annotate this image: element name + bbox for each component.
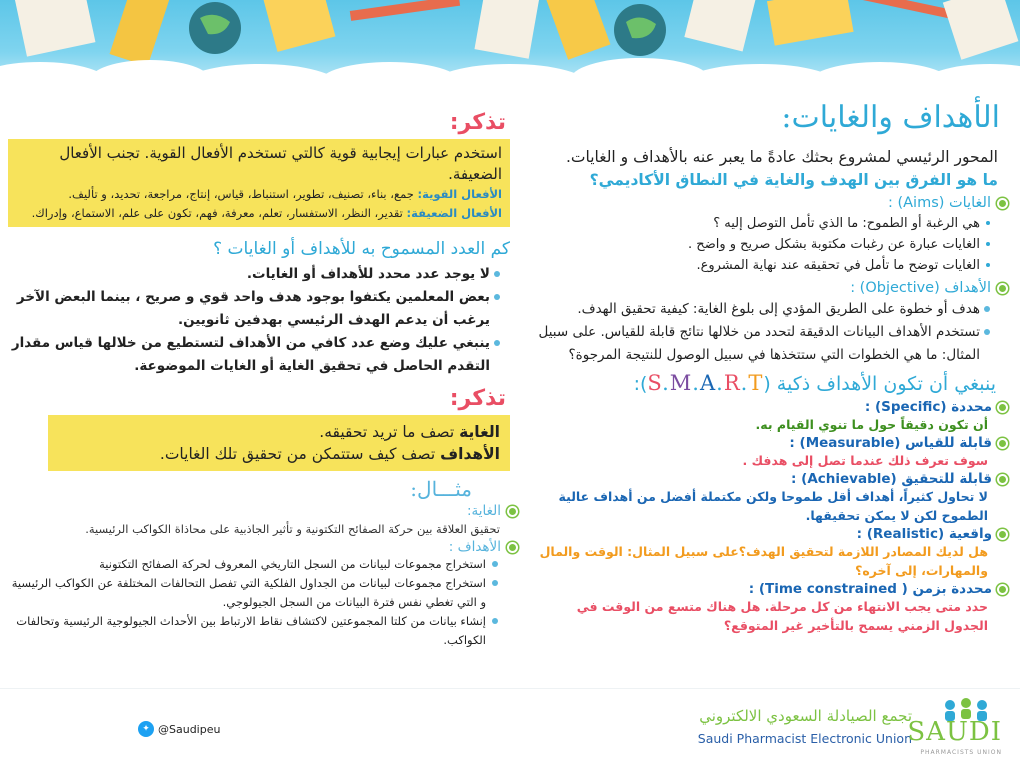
example-aim-heading <box>8 503 518 519</box>
count-list <box>8 263 500 378</box>
strong-verbs-label: الأفعال القوية: <box>417 187 502 201</box>
aim-definition <box>58 421 500 443</box>
smart-letter: R <box>723 371 741 395</box>
smart-title-suffix: ): <box>633 373 648 395</box>
strong-verbs-box <box>8 139 510 227</box>
footer <box>0 688 1020 765</box>
count-question: كم العدد المسموح به للأهداف أو الغايات ؟ <box>213 239 510 259</box>
org-name-arabic: تجمع الصيادلة السعودي الالكتروني <box>699 707 912 725</box>
aim-word: الغاية <box>459 423 500 441</box>
smart-letter: M <box>669 371 693 395</box>
example-aim-heading-text: الغاية: <box>466 503 501 519</box>
smart-letter: S <box>647 371 663 395</box>
smart-item-text: هل لديك المصادر اللازمة لتحقيق الهدف؟على سبيل المثال: الوقت والمال والمهارات، إلى آخره؟ <box>539 544 988 578</box>
weak-verbs-label: الأفعال الضعيفة: <box>406 206 502 220</box>
example-objectives-heading <box>8 539 518 555</box>
smart-item-text: لا تحاول كثيراً، أهداف أقل طموحا ولكن مكتملة أفضل من أهداف عالية الطموح لكن لا يمكن تحقيقها. <box>558 489 988 523</box>
aims-list <box>532 213 990 276</box>
smart-letter: . <box>662 371 670 395</box>
weak-verbs-line <box>16 204 502 223</box>
green-bullet-icon <box>997 198 1008 209</box>
objectives-heading-text: الأهداف (Objective) : <box>850 280 991 296</box>
green-bullet-icon <box>997 402 1008 413</box>
twitter-icon: ✦ <box>138 721 154 737</box>
smart-item-measurable <box>532 435 1008 470</box>
list-item: هي الرغبة أو الطموح: ما الذي تأمل التوصل إليه ؟ <box>532 213 990 234</box>
list-item: بعض المعلمين يكتفوا بوجود هدف واحد قوي و صريح ، بينما البعض الآخر يرغب أن يدعم الهدف الرئيسي بهدفين ثانويين. <box>8 286 500 332</box>
aims-heading-text: الغايات (Aims) : <box>887 195 991 211</box>
smart-item-head: محددة (Specific) : <box>864 399 992 415</box>
header-banner <box>0 0 1020 86</box>
smart-letter: . <box>740 371 749 395</box>
page-title: الأهداف والغايات: <box>781 100 1000 135</box>
list-item: هدف أو خطوة على الطريق المؤدي إلى بلوغ الغاية: كيفية تحقيق الهدف. <box>532 298 990 321</box>
aims-heading <box>532 195 1008 211</box>
objective-definition <box>58 443 500 465</box>
remember-label: تذكر: <box>449 110 506 135</box>
green-bullet-icon <box>997 438 1008 449</box>
green-bullet-icon <box>997 529 1008 540</box>
smart-acronym <box>647 371 763 395</box>
intro-text: المحور الرئيسي لمشروع بحثك عادةً ما يعبر عنه بالأهداف و الغايات. <box>565 148 998 166</box>
example-objectives-list <box>8 555 500 650</box>
twitter-handle-text: @Saudipeu <box>158 722 221 736</box>
banner-illustration <box>0 0 1020 86</box>
green-bullet-icon <box>997 584 1008 595</box>
smart-title-prefix: ينبغي أن تكون الأهداف ذكية ( <box>763 373 996 395</box>
objective-word: الأهداف <box>440 445 500 463</box>
smart-item-realistic <box>532 526 1008 580</box>
example-aim-text: تحقيق العلاقة بين حركة الصفائح التكتونية و تأثير الجاذبية على محاذاة الكواكب الرئيسية. <box>85 522 500 536</box>
logo-word: SAUDI <box>907 717 1002 747</box>
weak-verbs-text: تقدير، النظر، الاستفسار، تعلم، معرفة، فهم، تكون على علم، الاستماع، وإدراك. <box>31 206 407 220</box>
twitter-handle[interactable] <box>138 721 220 737</box>
smart-item-head: محددة بزمن ( Time constrained) : <box>748 581 992 597</box>
list-item: استخراج مجموعات لبيانات من السجل التاريخي المعروف لحركة الصفائح التكتونية <box>8 555 500 574</box>
smart-item-specific <box>532 399 1008 434</box>
smart-item-text: سوف تعرف ذلك عندما تصل إلى هدفك . <box>742 453 988 468</box>
green-bullet-icon <box>507 506 518 517</box>
smart-letter: A <box>699 371 717 395</box>
green-bullet-icon <box>997 283 1008 294</box>
smart-letter: . <box>692 371 700 395</box>
smart-letter: T <box>748 371 764 395</box>
strong-verbs-text: جمع، بناء، تصنيف، تطوير، استنباط، قياس، إنتاج، مراجعة، تحديد، و تأليف. <box>68 187 418 201</box>
objectives-list <box>532 298 990 367</box>
aim-vs-objective-box <box>48 415 510 471</box>
smart-item-head: قابلة للقياس (Measurable) : <box>789 435 992 451</box>
green-bullet-icon <box>997 474 1008 485</box>
smart-item-text: حدد متى يجب الانتهاء من كل مرحلة. هل هناك متسع من الوقت في الجدول الزمني يسمح بالتأخير غير المتوقع؟ <box>576 599 988 633</box>
right-column <box>532 96 1008 676</box>
list-item: إنشاء بيانات من كلتا المجموعتين لاكتشاف نقاط الارتباط بين الأحداث الجيولوجية الرئيسية وتحالفات الكواكب. <box>8 612 500 650</box>
objectives-heading <box>532 280 1008 296</box>
org-name-english: Saudi Pharmacist Electronic Union <box>697 731 912 746</box>
strong-verbs-line <box>16 185 502 204</box>
smart-item-time <box>532 581 1008 635</box>
list-item: تستخدم الأهداف البيانات الدقيقة لتحدد من خلالها نتائج قابلة للقياس. على سبيل المثال: ما هي الخطوات التي ستتخذها في سبيل الوصول للنتيجة المرجوة؟ <box>532 321 990 367</box>
objective-definition-text: تصف كيف ستتمكن من تحقيق تلك الغايات. <box>159 445 441 463</box>
logo-subtitle: PHARMACISTS UNION <box>920 749 1002 756</box>
example-title: مثـــال: <box>410 477 472 501</box>
smart-item-head: واقعية (Realistic) : <box>856 526 992 542</box>
smart-title <box>532 371 996 395</box>
smart-item-head: قابلة للتحقيق (Achievable) : <box>791 471 992 487</box>
smart-letter: . <box>716 371 724 395</box>
left-column <box>8 110 518 690</box>
difference-question: ما هو الفرق بين الهدف والغاية في النطاق الأكاديمي؟ <box>589 171 998 189</box>
list-item: الغايات عبارة عن رغبات مكتوبة بشكل صريح و واضح . <box>532 234 990 255</box>
list-item: لا يوجد عدد محدد للأهداف أو الغايات. <box>8 263 500 286</box>
aim-definition-text: تصف ما تريد تحقيقه. <box>319 423 460 441</box>
saudi-logo <box>907 697 1012 761</box>
smart-item-text: أن تكون دقيقاً حول ما تنوي القيام به. <box>755 417 988 432</box>
remember-label-2: تذكر: <box>449 386 506 411</box>
smart-item-achievable <box>532 471 1008 525</box>
list-item: استخراج مجموعات لبيانات من الجداول الفلكية التي تفصل التحالفات المختلفة عن الكواكب الرئيسية و التي تغطي نفس فترة البيانات من السجل الجيولوجي. <box>8 574 500 612</box>
strong-verbs-main: استخدم عبارات إيجابية قوية كالتي تستخدم الأفعال القوية. تجنب الأفعال الضعيفة. <box>59 144 502 183</box>
list-item: الغايات توضح ما تأمل في تحقيقه عند نهاية المشروع. <box>532 255 990 276</box>
example-objectives-heading-text: الأهداف : <box>448 539 501 555</box>
green-bullet-icon <box>507 542 518 553</box>
list-item: ينبغي عليك وضع عدد كافي من الأهداف لتستطيع من خلالها قياس مقدار التقدم الحاصل في تحقيق الغاية أو الغايات الموضوعة. <box>8 332 500 378</box>
